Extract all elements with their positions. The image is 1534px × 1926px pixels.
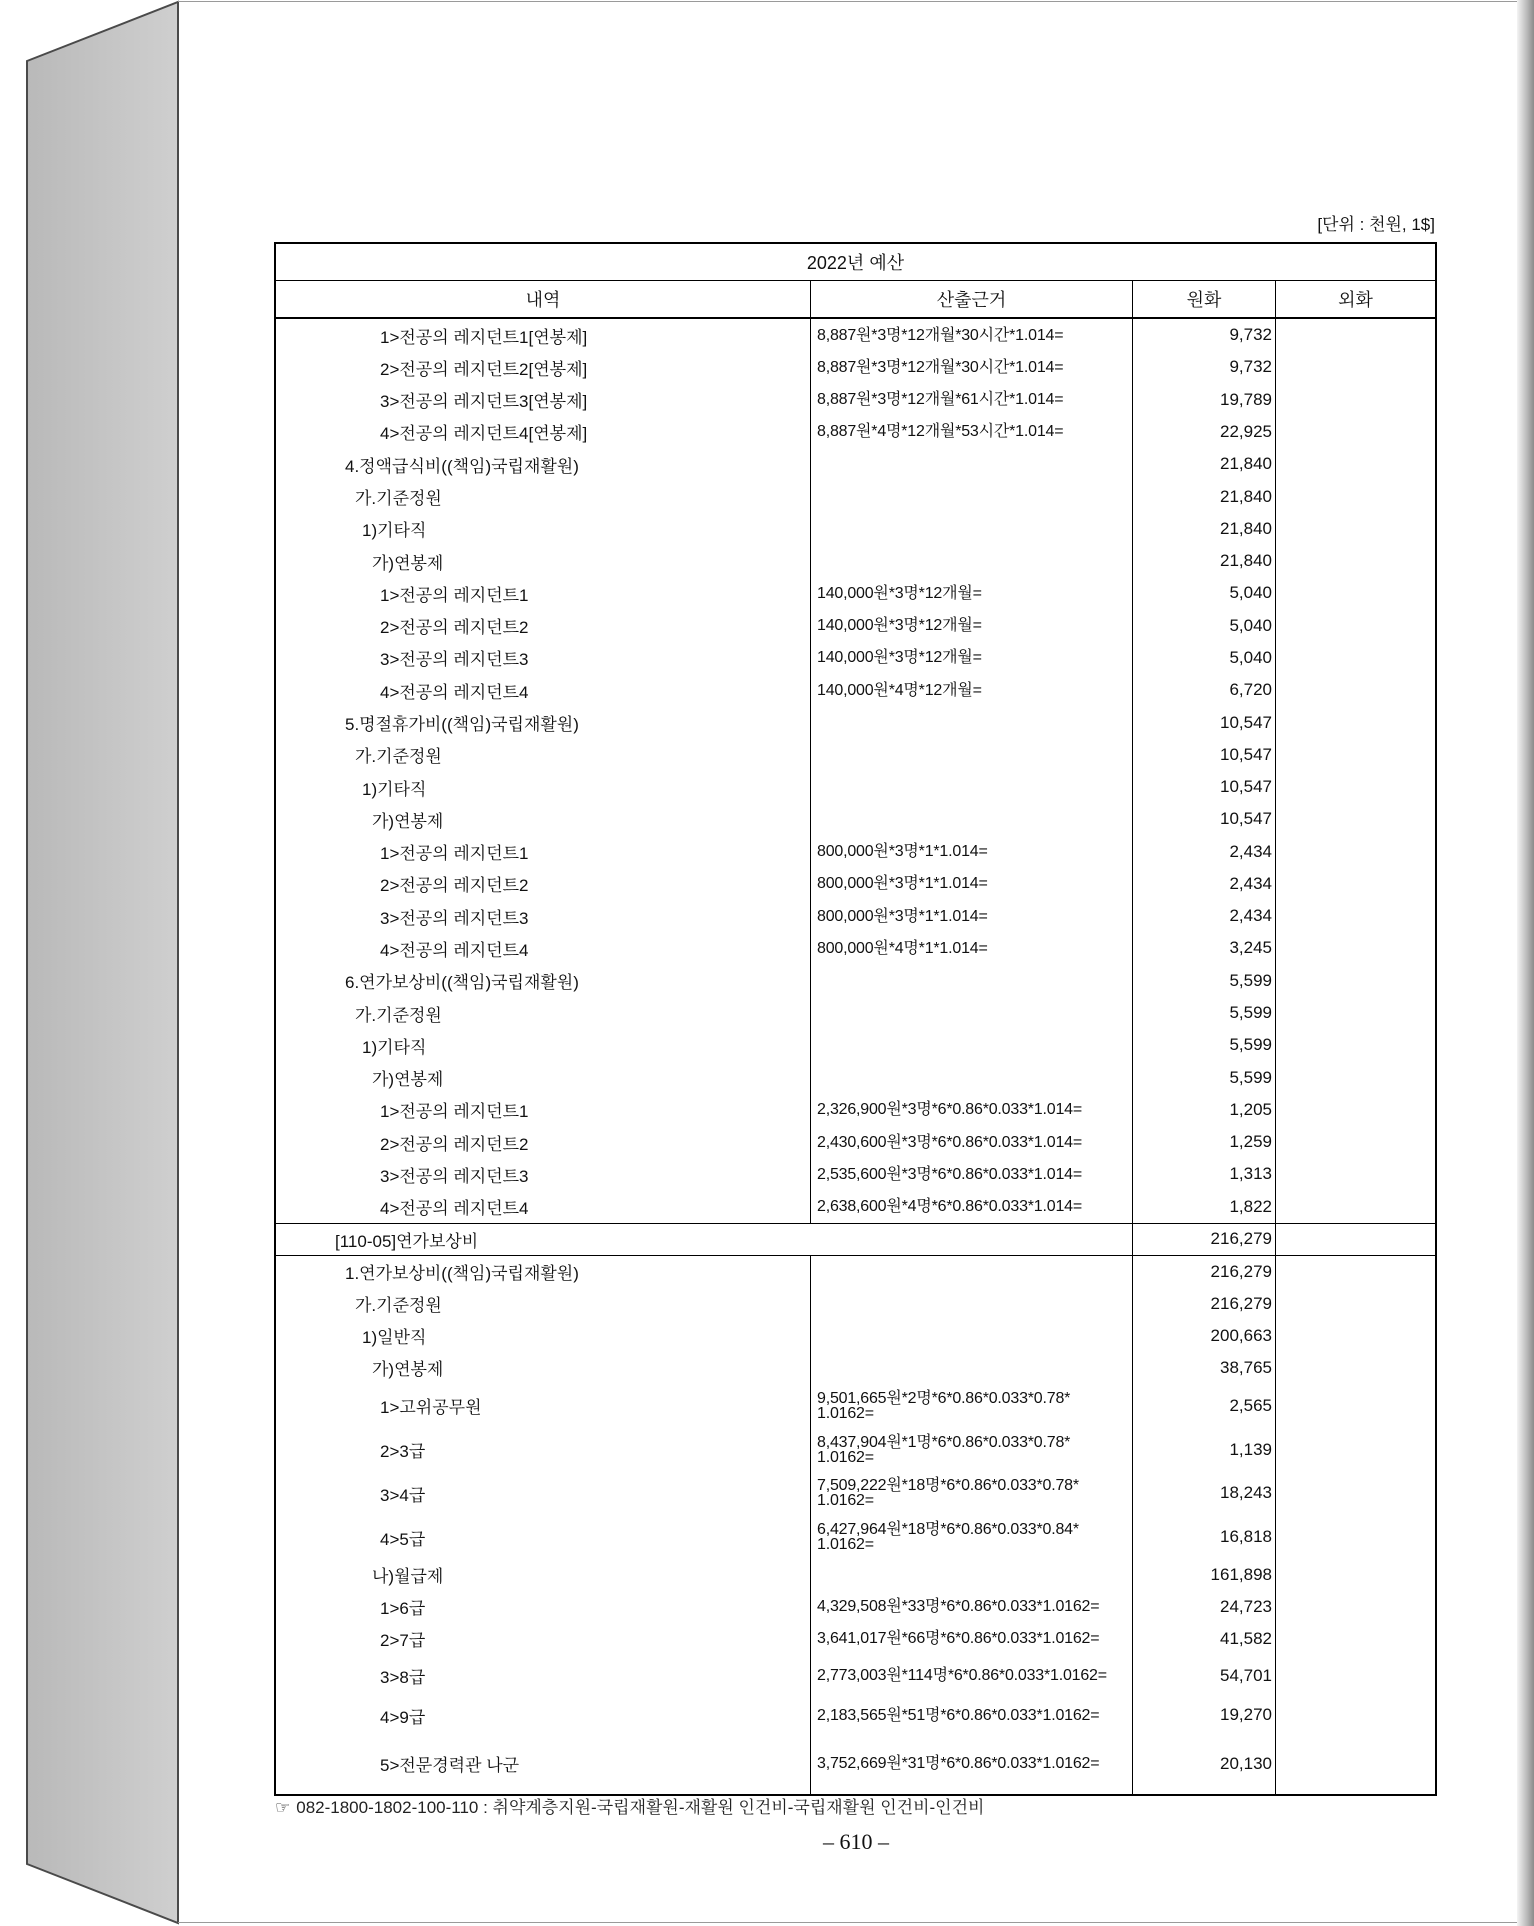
item-cell: 1>6급 (380, 1599, 426, 1619)
foreign-amount-cell (1275, 1471, 1435, 1515)
table-row (276, 1094, 1435, 1126)
foreign-amount-cell (1275, 416, 1435, 448)
foreign-amount-cell (1275, 868, 1435, 900)
table-row (276, 1623, 1435, 1655)
subtotal-row (276, 1223, 1435, 1256)
krw-amount-cell: 10,547 (1132, 739, 1275, 771)
basis-cell: 140,000원*3명*12개월= (810, 642, 1132, 674)
footer-note-text: 082-1800-1802-100-110 : 취약계층지원-국립재활원-재활원 인건비-국립재활원 인건비-인건비 (296, 1798, 985, 1817)
krw-amount-cell: 5,040 (1132, 610, 1275, 642)
item-cell: 가.기준정원 (355, 747, 442, 767)
krw-amount-cell: 216,279 (1132, 1256, 1275, 1288)
krw-amount-cell: 6,720 (1132, 674, 1275, 706)
unit-label: [단위 : 천원, 1$] (1317, 215, 1435, 234)
krw-amount-cell: 21,840 (1132, 480, 1275, 512)
page-number: – 610 – (823, 1829, 889, 1854)
table-row (276, 803, 1435, 835)
item-cell: 4>9급 (380, 1707, 426, 1727)
krw-amount-cell: 9,732 (1132, 351, 1275, 383)
basis-cell: 800,000원*4명*1*1.014= (810, 932, 1132, 964)
item-cell: 가.기준정원 (355, 489, 442, 509)
item-cell: 1)일반직 (362, 1328, 427, 1348)
item-cell: 1)기타직 (362, 521, 427, 541)
foreign-amount-cell (1275, 1559, 1435, 1591)
item-cell: 1)기타직 (362, 1037, 427, 1057)
krw-amount-cell: 1,313 (1132, 1158, 1275, 1190)
item-cell: 3>전공의 레지던트3[연봉제] (380, 392, 588, 412)
table-row (276, 545, 1435, 577)
krw-amount-cell: 21,840 (1132, 513, 1275, 545)
foreign-amount-cell (1275, 1734, 1435, 1794)
krw-amount-cell: 21,840 (1132, 448, 1275, 480)
basis-cell (810, 771, 1132, 803)
table-row (276, 577, 1435, 609)
table-row (276, 448, 1435, 480)
item-cell: 2>3급 (380, 1442, 426, 1461)
krw-amount-cell: 1,139 (1132, 1428, 1275, 1472)
krw-amount-cell: 9,732 (1132, 319, 1275, 351)
foreign-amount-cell (1275, 1352, 1435, 1384)
krw-amount-cell: 216,279 (1132, 1224, 1275, 1255)
krw-amount-cell: 5,599 (1132, 997, 1275, 1029)
item-cell: 1.연가보상비((책임)국립재활원) (345, 1264, 579, 1284)
foreign-amount-cell (1275, 1288, 1435, 1320)
header-foreign: 외화 (1275, 281, 1435, 317)
krw-amount-cell: 1,205 (1132, 1094, 1275, 1126)
basis-cell: 8,887원*3명*12개월*30시간*1.014= (810, 351, 1132, 383)
item-cell: 4>전공의 레지던트4 (380, 940, 529, 960)
krw-amount-cell: 5,040 (1132, 577, 1275, 609)
foreign-amount-cell (1275, 706, 1435, 738)
basis-cell (810, 1288, 1132, 1320)
foreign-amount-cell (1275, 1655, 1435, 1697)
item-cell: 2>7급 (380, 1631, 426, 1651)
basis-cell: 6,427,964원*18명*6*0.86*0.033*0.84* 1.0162= (810, 1515, 1132, 1559)
table-row (276, 1320, 1435, 1352)
foreign-amount-cell (1275, 900, 1435, 932)
krw-amount-cell: 19,270 (1132, 1697, 1275, 1734)
krw-amount-cell: 24,723 (1132, 1591, 1275, 1623)
foreign-amount-cell (1275, 642, 1435, 674)
basis-cell (810, 448, 1132, 480)
foreign-amount-cell (1275, 1029, 1435, 1061)
table-row (276, 1191, 1435, 1223)
table-row (276, 739, 1435, 771)
item-cell: 5>전문경력관 나군 (380, 1756, 520, 1776)
basis-cell: 2,326,900원*3명*6*0.86*0.033*1.014= (810, 1094, 1132, 1126)
item-cell: 2>전공의 레지던트2 (380, 618, 529, 638)
table-row (276, 610, 1435, 642)
table-row (276, 1734, 1435, 1794)
foreign-amount-cell (1275, 771, 1435, 803)
table-row (276, 480, 1435, 512)
budget-year-title: 2022년 예산 (276, 244, 1435, 281)
krw-amount-cell: 5,599 (1132, 1061, 1275, 1093)
krw-amount-cell: 2,434 (1132, 900, 1275, 932)
foreign-amount-cell (1275, 965, 1435, 997)
krw-amount-cell: 5,599 (1132, 965, 1275, 997)
basis-cell (810, 706, 1132, 738)
item-cell: 4>전공의 레지던트4[연봉제] (380, 424, 588, 444)
table-row (276, 1655, 1435, 1697)
foreign-amount-cell (1275, 739, 1435, 771)
item-cell: 1)기타직 (362, 779, 427, 799)
item-cell: 1>전공의 레지던트1[연봉제] (380, 327, 588, 347)
basis-cell: 9,501,665원*2명*6*0.86*0.033*0.78* 1.0162= (810, 1384, 1132, 1428)
krw-amount-cell: 10,547 (1132, 771, 1275, 803)
foreign-amount-cell (1275, 384, 1435, 416)
table-row (276, 1126, 1435, 1158)
table-row (276, 900, 1435, 932)
krw-amount-cell: 38,765 (1132, 1352, 1275, 1384)
table-row (276, 1288, 1435, 1320)
basis-cell (810, 513, 1132, 545)
foreign-amount-cell (1275, 1591, 1435, 1623)
basis-cell: 2,430,600원*3명*6*0.86*0.033*1.014= (810, 1126, 1132, 1158)
table-row (276, 674, 1435, 706)
basis-cell (810, 1061, 1132, 1093)
basis-cell: 140,000원*3명*12개월= (810, 577, 1132, 609)
table-row (276, 384, 1435, 416)
basis-cell: 3,641,017원*66명*6*0.86*0.033*1.0162= (810, 1623, 1132, 1655)
basis-cell: 800,000원*3명*1*1.014= (810, 900, 1132, 932)
foreign-amount-cell (1275, 448, 1435, 480)
basis-cell: 140,000원*4명*12개월= (810, 674, 1132, 706)
foreign-amount-cell (1275, 545, 1435, 577)
krw-amount-cell: 21,840 (1132, 545, 1275, 577)
basis-cell: 4,329,508원*33명*6*0.86*0.033*1.0162= (810, 1591, 1132, 1623)
foreign-amount-cell (1275, 1697, 1435, 1734)
table-row (276, 1515, 1435, 1559)
foreign-amount-cell (1275, 932, 1435, 964)
table-row (276, 513, 1435, 545)
basis-cell (810, 997, 1132, 1029)
item-cell: 가.기준정원 (355, 1005, 442, 1025)
item-cell: 3>전공의 레지던트3 (380, 650, 529, 670)
foreign-amount-cell (1275, 836, 1435, 868)
table-row (276, 416, 1435, 448)
table-row (276, 351, 1435, 383)
item-cell: 4.정액급식비((책임)국립재활원) (345, 456, 579, 476)
foreign-amount-cell (1275, 351, 1435, 383)
item-cell: 2>전공의 레지던트2[연봉제] (380, 359, 588, 379)
basis-cell: 2,773,003원*114명*6*0.86*0.033*1.0162= (810, 1655, 1132, 1697)
page-edge-shadow (1517, 0, 1534, 1926)
item-cell: 3>전공의 레지던트3 (380, 908, 529, 928)
krw-amount-cell: 3,245 (1132, 932, 1275, 964)
foreign-amount-cell (1275, 577, 1435, 609)
krw-amount-cell: 2,434 (1132, 836, 1275, 868)
table-row (276, 1471, 1435, 1515)
item-cell: 가.기준정원 (355, 1296, 442, 1316)
foreign-amount-cell (1275, 319, 1435, 351)
item-cell: 2>전공의 레지던트2 (380, 876, 529, 896)
krw-amount-cell: 20,130 (1132, 1734, 1275, 1794)
table-row (276, 1352, 1435, 1384)
item-cell: 가)연봉제 (372, 811, 444, 831)
basis-cell (810, 1256, 1132, 1288)
table-row (276, 1559, 1435, 1591)
krw-amount-cell: 41,582 (1132, 1623, 1275, 1655)
table-row (276, 1256, 1435, 1288)
krw-amount-cell: 22,925 (1132, 416, 1275, 448)
krw-amount-cell: 200,663 (1132, 1320, 1275, 1352)
krw-amount-cell: 10,547 (1132, 803, 1275, 835)
table-row (276, 1697, 1435, 1734)
item-cell: [110-05]연가보상비 (335, 1231, 479, 1251)
item-cell: 3>전공의 레지던트3 (380, 1166, 529, 1186)
basis-cell: 800,000원*3명*1*1.014= (810, 868, 1132, 900)
krw-amount-cell: 18,243 (1132, 1471, 1275, 1515)
footer-note (275, 1798, 984, 1818)
foreign-amount-cell (1275, 1094, 1435, 1126)
foreign-amount-cell (1275, 1515, 1435, 1559)
item-cell: 1>전공의 레지던트1 (380, 1102, 529, 1122)
pointing-hand-icon: ☞ (275, 1798, 291, 1818)
basis-cell: 8,887원*3명*12개월*61시간*1.014= (810, 384, 1132, 416)
foreign-amount-cell (1275, 1191, 1435, 1223)
basis-cell (810, 1029, 1132, 1061)
basis-cell (810, 1559, 1132, 1591)
item-cell: 1>전공의 레지던트1 (380, 844, 529, 864)
foreign-amount-cell (1275, 1623, 1435, 1655)
basis-cell (810, 965, 1132, 997)
foreign-amount-cell (1275, 1126, 1435, 1158)
column-header-row (276, 281, 1435, 319)
table-row (276, 932, 1435, 964)
item-cell: 4>전공의 레지던트4 (380, 682, 529, 702)
foreign-amount-cell (1275, 997, 1435, 1029)
basis-cell: 2,638,600원*4명*6*0.86*0.033*1.014= (810, 1191, 1132, 1223)
item-cell: 1>전공의 레지던트1 (380, 585, 529, 605)
foreign-amount-cell (1275, 1061, 1435, 1093)
foreign-amount-cell (1275, 513, 1435, 545)
foreign-amount-cell (1275, 1158, 1435, 1190)
table-row (276, 706, 1435, 738)
item-cell: 3>8급 (380, 1668, 426, 1688)
foreign-amount-cell (1275, 1224, 1435, 1255)
item-cell: 2>전공의 레지던트2 (380, 1134, 529, 1154)
foreign-amount-cell (1275, 1428, 1435, 1472)
item-cell: 4>5급 (380, 1529, 426, 1549)
basis-cell (810, 1352, 1132, 1384)
table-row (276, 868, 1435, 900)
basis-cell (810, 545, 1132, 577)
table-row (276, 1029, 1435, 1061)
basis-cell (810, 803, 1132, 835)
krw-amount-cell: 2,434 (1132, 868, 1275, 900)
basis-cell: 2,183,565원*51명*6*0.86*0.033*1.0162= (810, 1697, 1132, 1734)
krw-amount-cell: 10,547 (1132, 706, 1275, 738)
foreign-amount-cell (1275, 480, 1435, 512)
krw-amount-cell: 161,898 (1132, 1559, 1275, 1591)
table-row (276, 965, 1435, 997)
table-row (276, 771, 1435, 803)
krw-amount-cell: 16,818 (1132, 1515, 1275, 1559)
item-cell: 5.명절휴가비((책임)국립재활원) (345, 715, 579, 735)
foreign-amount-cell (1275, 610, 1435, 642)
krw-amount-cell: 1,259 (1132, 1126, 1275, 1158)
table-row (276, 997, 1435, 1029)
table-body (276, 319, 1435, 1794)
table-row (276, 836, 1435, 868)
basis-cell: 8,887원*4명*12개월*53시간*1.014= (810, 416, 1132, 448)
basis-cell: 3,752,669원*31명*6*0.86*0.033*1.0162= (810, 1734, 1132, 1794)
basis-cell (810, 480, 1132, 512)
table-row (276, 1158, 1435, 1190)
foreign-amount-cell (1275, 1320, 1435, 1352)
basis-cell: 800,000원*3명*1*1.014= (810, 836, 1132, 868)
krw-amount-cell: 5,040 (1132, 642, 1275, 674)
table-row (276, 1061, 1435, 1093)
item-cell: 나)월급제 (372, 1567, 444, 1587)
table-row (276, 1591, 1435, 1623)
krw-amount-cell: 216,279 (1132, 1288, 1275, 1320)
krw-amount-cell: 19,789 (1132, 384, 1275, 416)
basis-cell: 140,000원*3명*12개월= (810, 610, 1132, 642)
item-cell: 가)연봉제 (372, 1360, 444, 1380)
foreign-amount-cell (1275, 1384, 1435, 1428)
basis-cell (810, 739, 1132, 771)
item-cell: 3>4급 (380, 1485, 426, 1505)
header-item: 내역 (525, 290, 561, 310)
item-cell: 6.연가보상비((책임)국립재활원) (345, 973, 579, 993)
item-cell: 1>고위공무원 (380, 1398, 482, 1418)
foreign-amount-cell (1275, 674, 1435, 706)
krw-amount-cell: 54,701 (1132, 1655, 1275, 1697)
budget-table (274, 242, 1437, 1796)
item-cell: 가)연봉제 (372, 553, 444, 573)
basis-cell: 8,887원*3명*12개월*30시간*1.014= (810, 319, 1132, 351)
foreign-amount-cell (1275, 1256, 1435, 1288)
item-cell: 가)연봉제 (372, 1070, 444, 1090)
table-row (276, 1428, 1435, 1472)
table-row (276, 642, 1435, 674)
header-krw: 원화 (1132, 281, 1275, 317)
basis-cell: 2,535,600원*3명*6*0.86*0.033*1.014= (810, 1158, 1132, 1190)
krw-amount-cell: 1,822 (1132, 1191, 1275, 1223)
krw-amount-cell: 2,565 (1132, 1384, 1275, 1428)
book-spine (0, 0, 180, 1926)
foreign-amount-cell (1275, 803, 1435, 835)
table-row (276, 319, 1435, 351)
basis-cell: 8,437,904원*1명*6*0.86*0.033*0.78* 1.0162= (810, 1428, 1132, 1472)
krw-amount-cell: 5,599 (1132, 1029, 1275, 1061)
basis-cell (810, 1320, 1132, 1352)
header-basis: 산출근거 (810, 281, 1132, 317)
table-row (276, 1384, 1435, 1428)
item-cell: 4>전공의 레지던트4 (380, 1199, 529, 1219)
basis-cell: 7,509,222원*18명*6*0.86*0.033*0.78* 1.0162= (810, 1471, 1132, 1515)
